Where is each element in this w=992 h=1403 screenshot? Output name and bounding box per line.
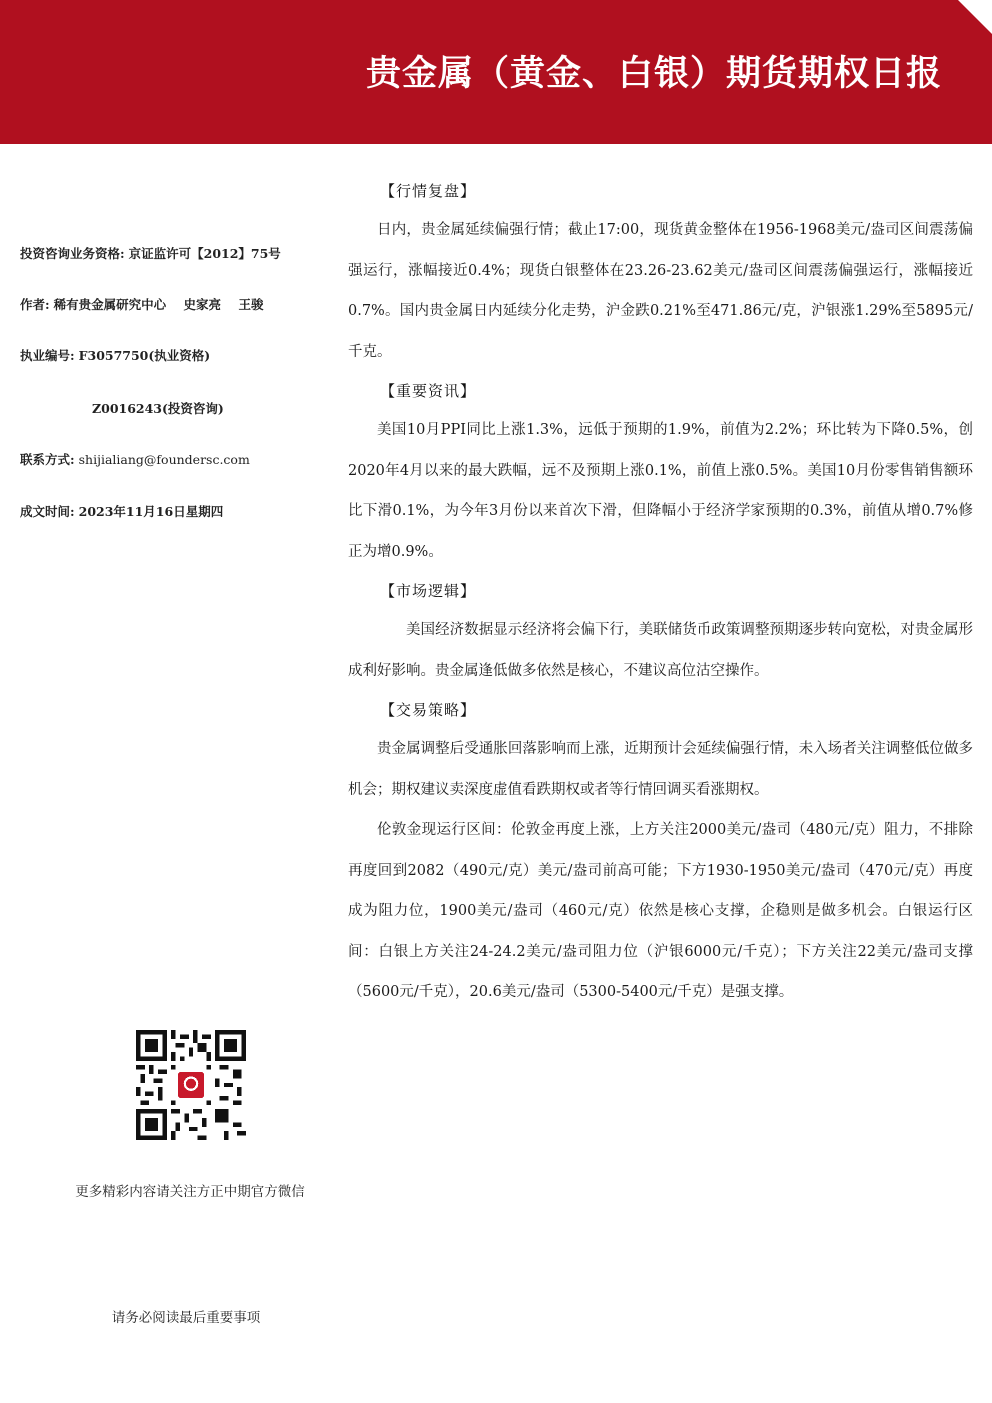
qr-caption: 更多精彩内容请关注方正中期官方微信: [75, 1184, 305, 1200]
header-banner: [0, 0, 992, 144]
section-heading-key-news: 【重要资讯】: [380, 382, 477, 400]
qualification-label: 投资咨询业务资格:: [20, 246, 125, 261]
report-body: [348, 172, 973, 1013]
contact-row: [20, 450, 250, 468]
paragraph-market-review: 日内，贵金属延续偏强行情；截止17:00，现货黄金整体在1956-1968美元/盎司区间震荡偏强运行，涨幅接近0.4%；现货白银整体在23.26-23.62美元/盎司区间震荡偏强运行，涨幅接近0.7%。国内贵金属日内延续分化走势，沪金跌0.21%至471.86元/克，沪银涨1.29%至5895元/千克。: [348, 222, 973, 360]
license-row: [20, 346, 210, 364]
section-heading-market-logic: 【市场逻辑】: [380, 582, 477, 600]
license-value: F3057750(执业资格): [78, 348, 211, 363]
qualification-row: [20, 244, 281, 262]
license2-row: [92, 399, 224, 417]
disclaimer-note: 请务必阅读最后重要事项: [111, 1310, 261, 1326]
paragraph-market-logic: 美国经济数据显示经济将会偏下行，美联储货币政策调整预期逐步转向宽松，对贵金属形成利好影响。贵金属逢低做多依然是核心，不建议高位沽空操作。: [348, 622, 973, 679]
section-heading-trading-strategy: 【交易策略】: [380, 701, 477, 719]
report-title: 贵金属（黄金、白银）期货期权日报: [365, 53, 942, 94]
author-label: 作者:: [20, 297, 50, 312]
qr-logo-icon: [178, 1072, 204, 1098]
paragraph-key-news: 美国10月PPI同比上涨1.3%，远低于预期的1.9%，前值为2.2%；环比转为下降0.5%，创2020年4月以来的最大跌幅，远不及预期上涨0.1%，前值上涨0.5%。美国10月份零售销售额环比下滑0.1%，为今年3月份以来首次下滑，但降幅小于经济学家预期的0.3%，前值从增0.7%修正为增0.9%。: [348, 422, 973, 560]
author-row: [20, 295, 263, 313]
date-value: 2023年11月16日星期四: [78, 504, 224, 519]
author-value: 稀有贵金属研究中心 史家亮 王骏: [53, 297, 264, 312]
wechat-qr-code: [136, 1030, 246, 1140]
date-row: [20, 502, 223, 520]
section-heading-market-review: 【行情复盘】: [380, 182, 477, 200]
contact-label: 联系方式:: [20, 452, 75, 467]
date-label: 成文时间:: [20, 504, 75, 519]
license2-value: Z0016243(投资咨询): [92, 401, 224, 416]
license-label: 执业编号:: [20, 348, 75, 363]
contact-email[interactable]: shijialiang@foundersc.com: [78, 452, 250, 467]
qualification-value: 京证监许可【2012】75号: [128, 246, 281, 261]
paragraph-trading-strategy: 贵金属调整后受通胀回落影响而上涨，近期预计会延续偏强行情，未入场者关注调整低位做多机会；期权建议卖深度虚值看跌期权或者等行情回调买看涨期权。: [348, 741, 973, 798]
page-fold-corner: [958, 0, 992, 34]
paragraph-price-ranges: 伦敦金现运行区间：伦敦金再度上涨，上方关注2000美元/盎司（480元/克）阻力，不排除再度回到2082（490元/克）美元/盎司前高可能；下方1930-1950美元/盎司（470元/克）再度成为阻力位，1900美元/盎司（460元/克）依然是核心支撑，企稳则是做多机会。白银运行区间：白银上方关注24-24.2美元/盎司阻力位（沪银6000元/千克）；下方关注22美元/盎司支撑（5600元/千克），20.6美元/盎司（5300-5400元/千克）是强支撑。: [348, 822, 973, 1000]
